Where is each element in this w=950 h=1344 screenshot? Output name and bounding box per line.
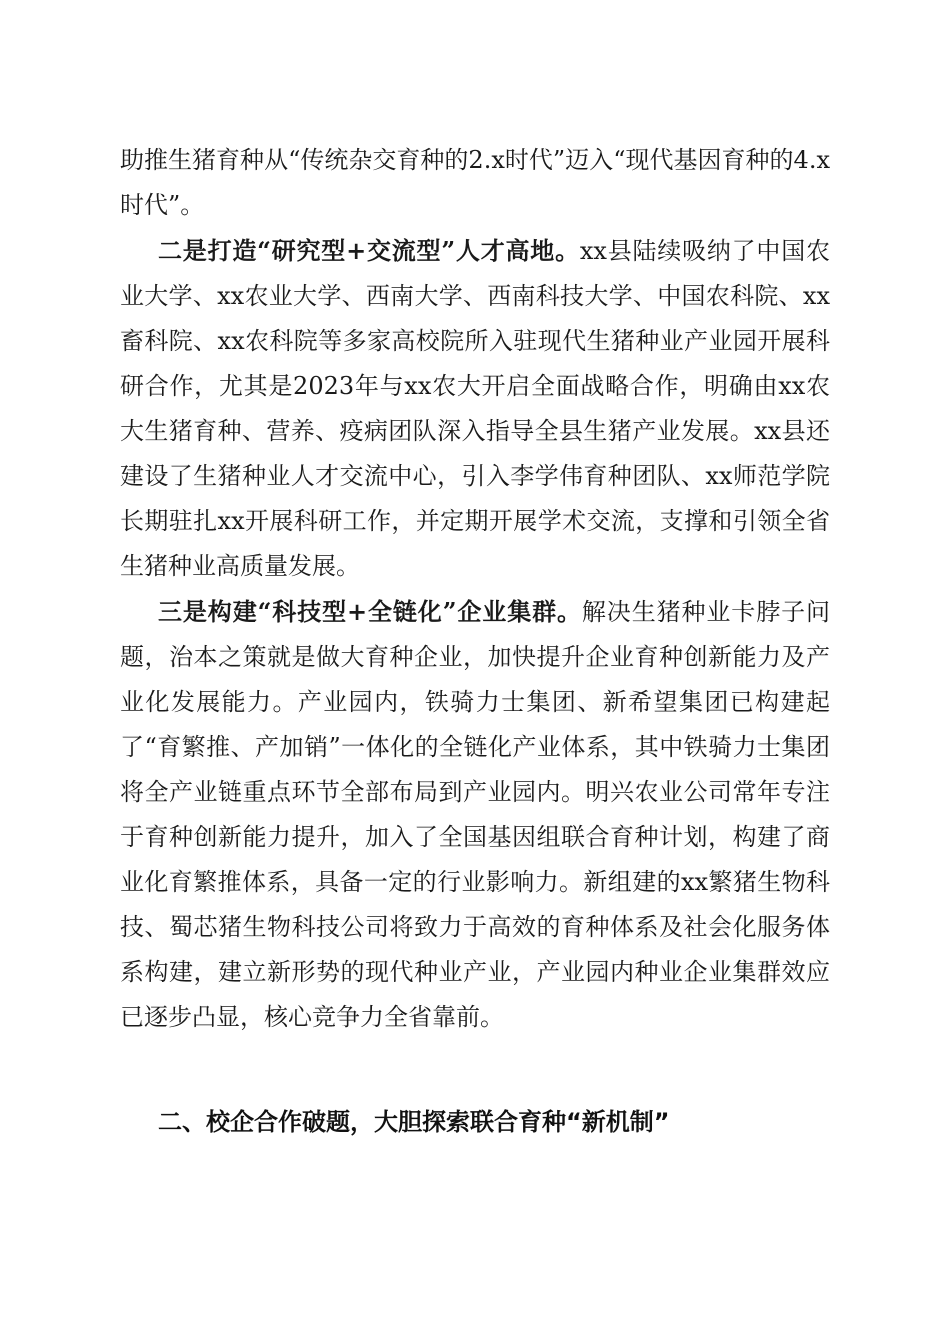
paragraph-lead: 三是构建“科技型+全链化”企业集群。: [158, 597, 582, 626]
paragraph-text: xx县陆续吸纳了中国农业大学、xx农业大学、西南大学、西南科技大学、中国农科院、xx畜科院、xx农科院等多家高校院所入驻现代生猪种业产业园开展科研合作，尤其是2023年与xx农大开启全面战略合作，明确由xx农大生猪育种、营养、疫病团队深入指导全县生猪产业发展。xx县还建设了生猪种业人才交流中心，引入李学伟育种团队、xx师范学院长期驻扎xx开展科研工作，并定期开展学术交流，支撑和引领全省生猪种业高质量发展。: [120, 237, 830, 580]
paragraph-talent-highland: [120, 228, 830, 589]
paragraph-text: 助推生猪育种从“传统杂交育种的2.x时代”迈入“现代基因育种的4.x时代”。: [120, 146, 830, 219]
paragraph-enterprise-cluster: [120, 589, 830, 1040]
paragraph-text: 解决生猪种业卡脖子问题，治本之策就是做大育种企业，加快提升企业育种创新能力及产业化发展能力。产业园内，铁骑力士集团、新希望集团已构建起了“育繁推、产加销”一体化的全链化产业体系，其中铁骑力士集团将全产业链重点环节全部布局到产业园内。明兴农业公司常年专注于育种创新能力提升，加入了全国基因组联合育种计划，构建了商业化育繁推体系，具备一定的行业影响力。新组建的xx繁猪生物科技、蜀芯猪生物科技公司将致力于高效的育种体系及社会化服务体系构建，建立新形势的现代种业产业，产业园内种业企业集群效应已逐步凸显，核心竞争力全省靠前。: [120, 598, 830, 1031]
section-heading: 二、校企合作破题，大胆探索联合育种“新机制”: [158, 1108, 670, 1136]
paragraph-lead: 二是打造“研究型+交流型”人才高地。: [158, 236, 580, 265]
body-text: [120, 138, 830, 1040]
paragraph-continuation: [120, 138, 830, 228]
